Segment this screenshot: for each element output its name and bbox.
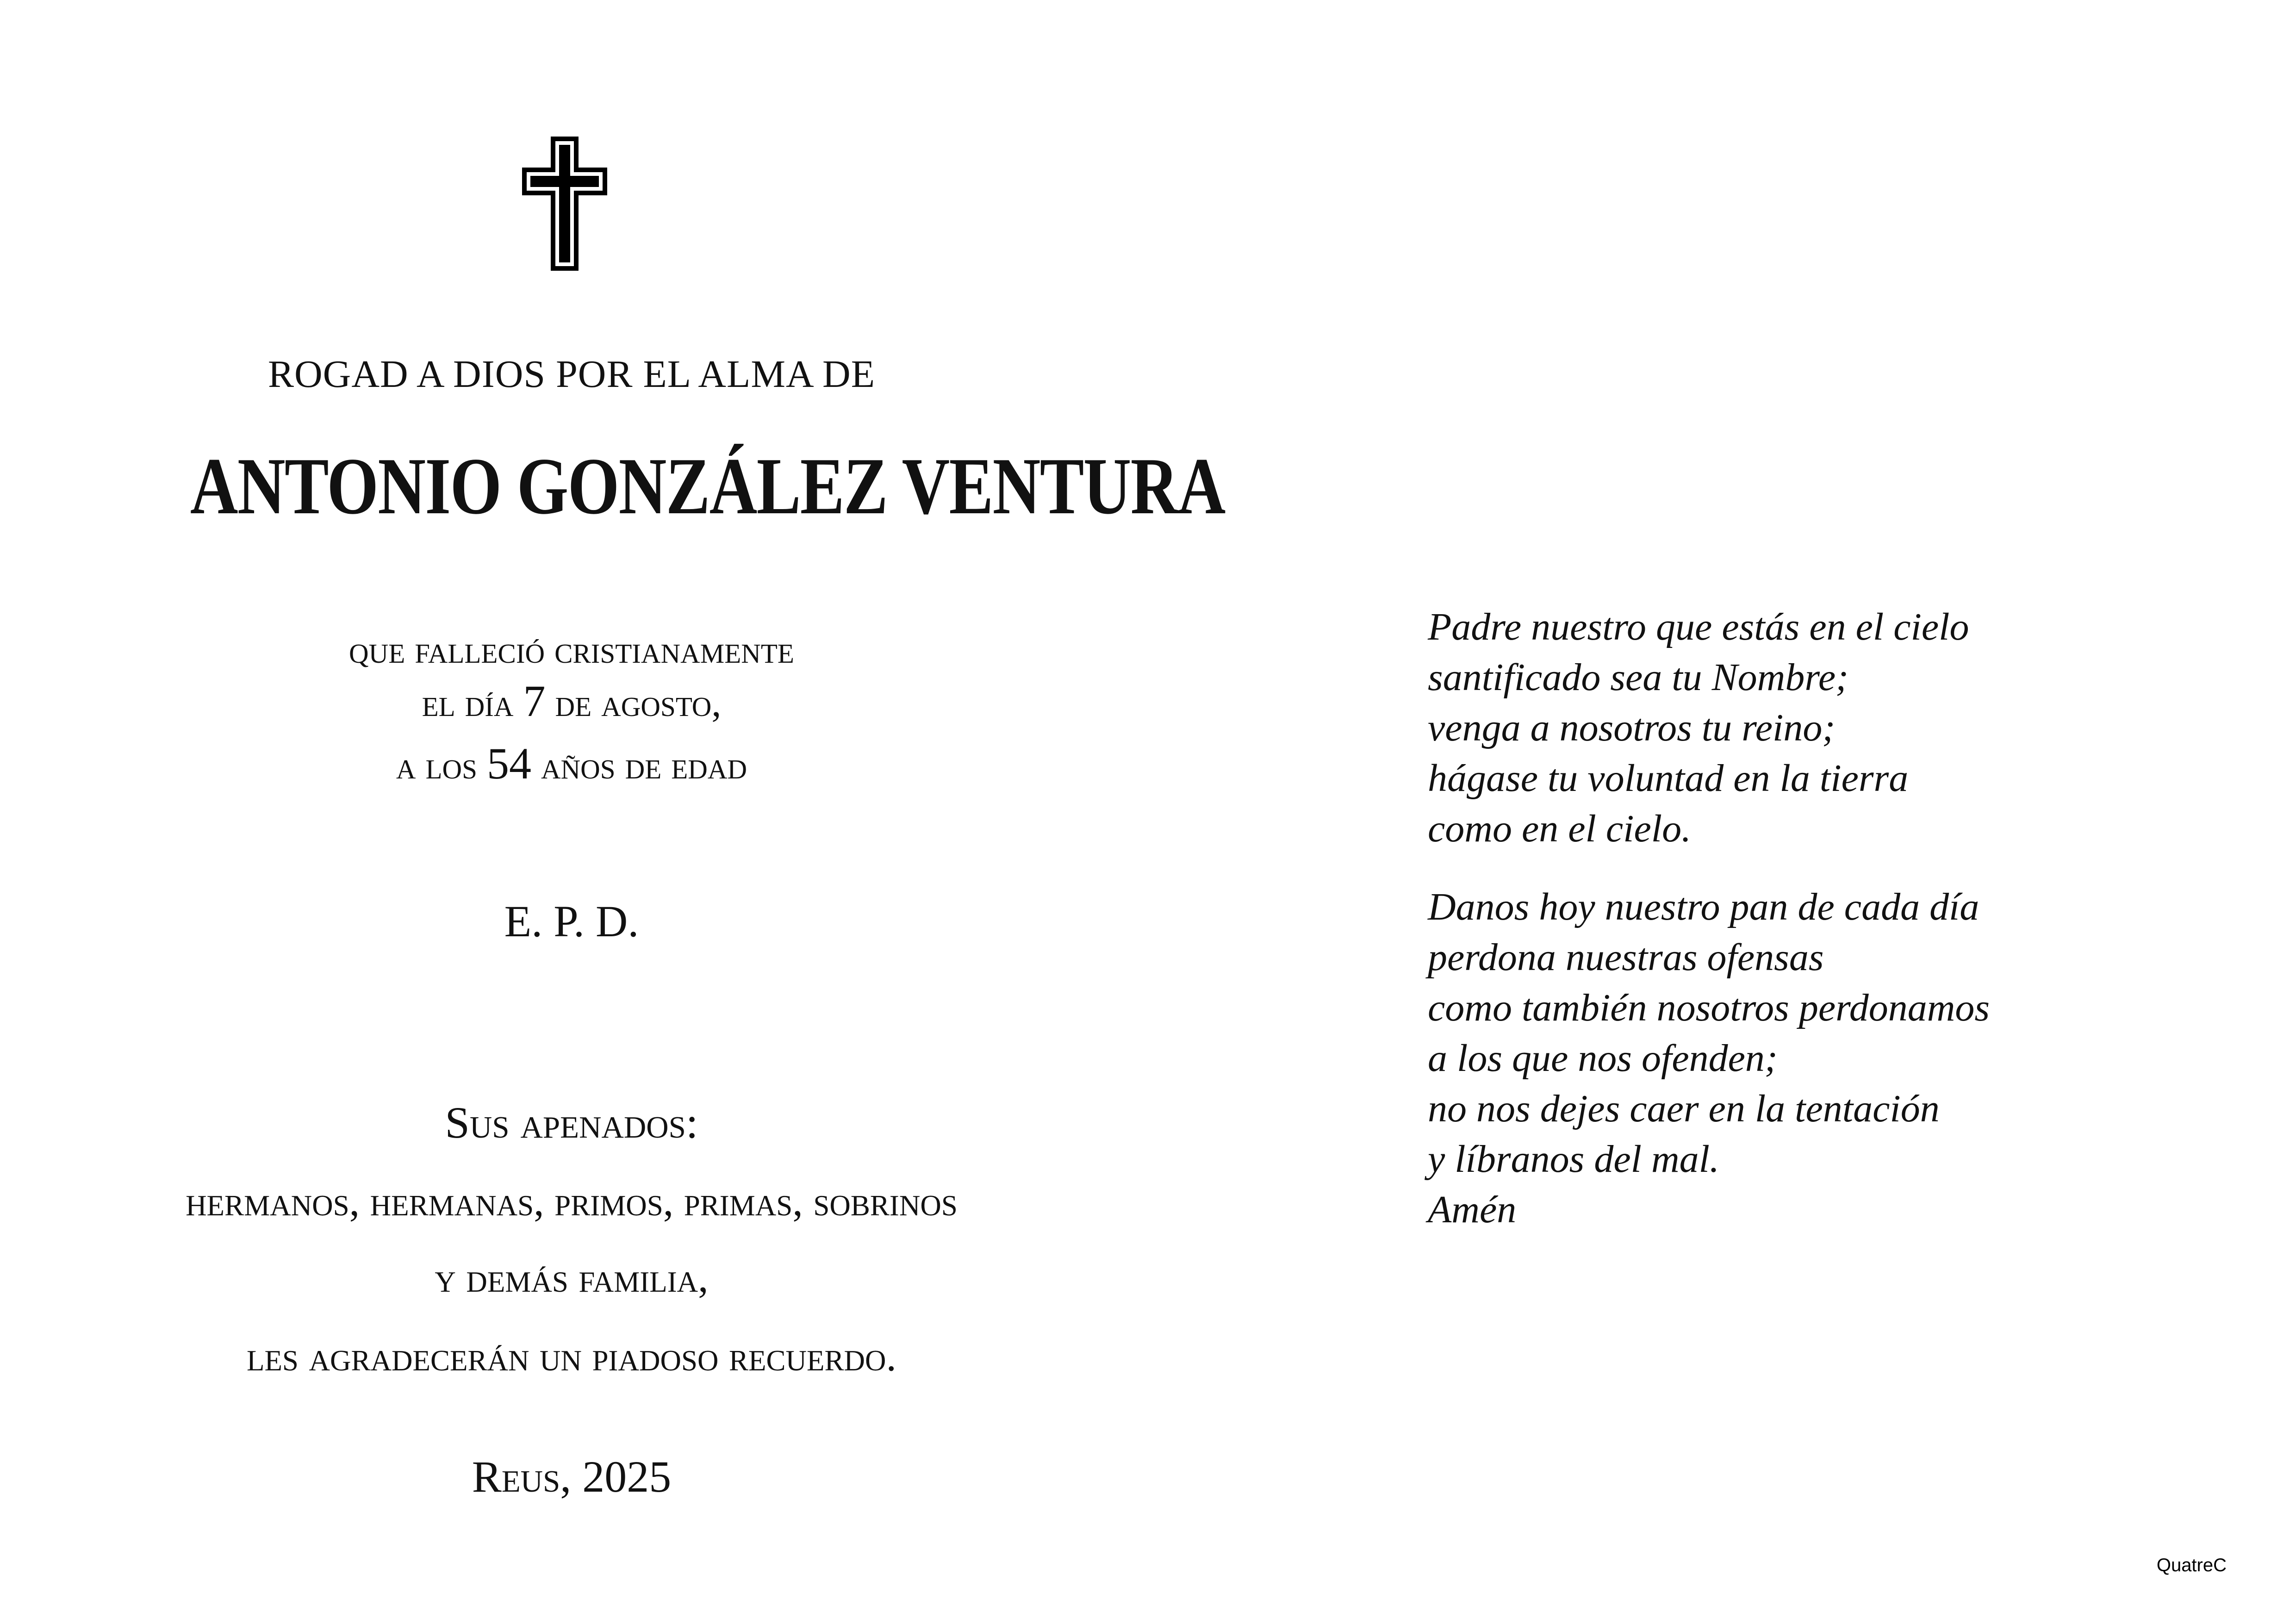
place-year <box>106 1451 1037 1502</box>
prayer-line: Padre nuestro que estás en el cielo <box>1428 605 1969 648</box>
prayer-line: no nos dejes caer en la tentación <box>1428 1087 1940 1130</box>
prayer-line: como también nosotros perdonamos <box>1428 986 1990 1029</box>
prayer-line: venga a nosotros tu reino; <box>1428 706 1836 749</box>
mourners-title-text: Sus apenados: <box>445 1098 698 1147</box>
age-number: 54 <box>486 739 531 788</box>
age-prefix: a los <box>396 744 487 787</box>
death-date <box>106 676 1037 729</box>
thanks-line: les agradecerán un piadoso recuerdo. <box>246 1334 897 1380</box>
mourners-title <box>106 1097 1037 1148</box>
latin-cross-icon <box>518 134 611 273</box>
prayer-line: hágase tu voluntad en la tierra <box>1428 757 1909 800</box>
prayer-line: santificado sea tu Nombre; <box>1428 656 1849 699</box>
family-line: y demás familia, <box>435 1255 709 1301</box>
death-statement: que falleció cristianamente <box>349 629 794 672</box>
deceased-name: ANTONIO GONZÁLEZ VENTURA <box>190 441 1225 531</box>
death-month: de agosto, <box>545 682 722 725</box>
death-day: 7 <box>523 676 546 726</box>
prayer-line: a los que nos ofenden; <box>1428 1037 1778 1080</box>
death-date-prefix: el día <box>422 682 523 725</box>
prayer-line: Amén <box>1428 1188 1517 1231</box>
prayer-line: Danos hoy nuestro pan de cada día <box>1428 885 1979 928</box>
intro-line: ROGAD A DIOS POR EL ALMA DE <box>268 353 876 396</box>
place-year-text: Reus, 2025 <box>472 1452 672 1501</box>
printer-credit: QuatreC <box>2156 1555 2227 1575</box>
epd-text: E. P. D. <box>504 896 639 946</box>
prayer-line: perdona nuestras ofensas <box>1428 936 1824 979</box>
age-suffix: años de edad <box>531 744 747 787</box>
prayer-line: como en el cielo. <box>1428 807 1692 850</box>
prayer-line: y líbranos del mal. <box>1428 1138 1719 1181</box>
relatives-list: hermanos, hermanas, primos, primas, sobrinos <box>186 1179 958 1225</box>
lords-prayer <box>1428 602 2215 1263</box>
age-line <box>106 738 1037 791</box>
prayer-stanza-2 <box>1428 882 2215 1235</box>
prayer-stanza-1 <box>1428 602 2215 854</box>
